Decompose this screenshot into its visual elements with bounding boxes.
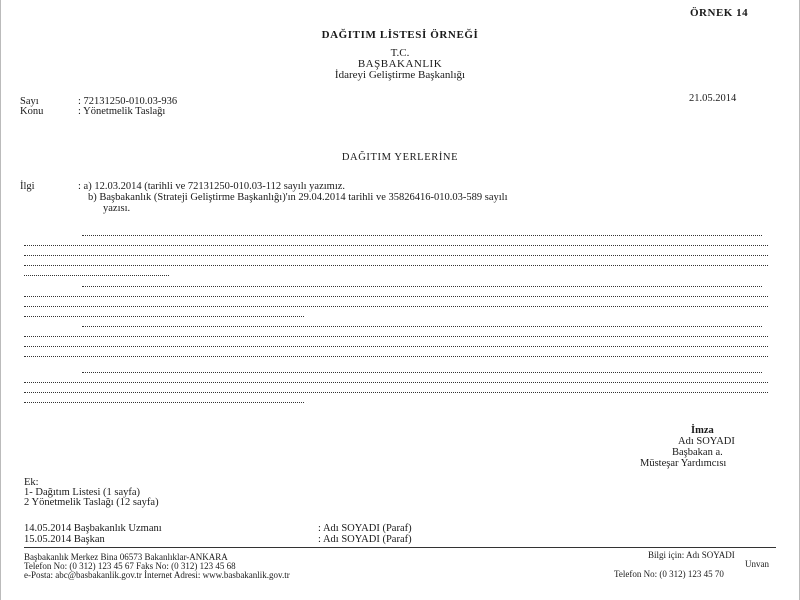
sayi-value: : 72131250-010.03-936	[78, 96, 178, 107]
footer-email: e-Posta: abc@basbakanlik.gov.tr İnternet Adresi: www.basbakanlik.gov.tr	[24, 570, 290, 580]
attachment-item: 2 Yönetmelik Taslağı (12 sayfa)	[24, 497, 159, 508]
body-dotted-line	[24, 392, 768, 393]
footer-phone: Telefon No: (0 312) 123 45 67 Faks No: (0 312) 123 45 68	[24, 561, 236, 571]
header-tc: T.C.	[390, 47, 410, 59]
signatory-name: Adı SOYADI	[678, 436, 735, 447]
initial-right: : Adı SOYADI (Paraf)	[318, 523, 412, 534]
body-dotted-line	[24, 265, 768, 266]
body-dotted-line	[82, 326, 762, 327]
konu-label: Konu	[20, 106, 44, 117]
initial-left: 15.05.2014 Başkan	[24, 534, 105, 545]
body-dotted-line	[82, 286, 762, 287]
body-dotted-line	[24, 296, 768, 297]
signatory-title: Müsteşar Yardımcısı	[640, 458, 727, 469]
body-dotted-line	[24, 402, 304, 403]
initial-right: : Adı SOYADI (Paraf)	[318, 534, 412, 545]
ilgi-item-b-cont: yazısı.	[103, 203, 131, 214]
sayi-label: Sayı	[20, 96, 39, 107]
document-date: 21.05.2014	[689, 93, 737, 104]
signature-imza: İmza	[691, 425, 714, 436]
attachment-item: 1- Dağıtım Listesi (1 sayfa)	[24, 487, 141, 498]
body-dotted-line	[24, 382, 768, 383]
attachments-label: Ek:	[24, 477, 39, 488]
initial-left: 14.05.2014 Başbakanlık Uzmanı	[24, 523, 162, 534]
body-dotted-line	[24, 255, 768, 256]
footer-divider	[24, 547, 776, 548]
ilgi-item-b: b) Başbakanlık (Strateji Geliştirme Başkanlığı)'ın 29.04.2014 tarihli ve 35826416-010.03-589 sayılı	[88, 192, 508, 203]
footer-contact-title: Unvan	[745, 559, 769, 569]
body-dotted-line	[24, 336, 768, 337]
recipient-heading: DAĞITIM YERLERİNE	[341, 152, 459, 163]
signatory-role: Başbakan a.	[672, 447, 723, 458]
footer-contact-phone: Telefon No: (0 312) 123 45 70	[614, 569, 724, 579]
sample-number-label: ÖRNEK 14	[690, 7, 749, 19]
body-dotted-line	[24, 306, 768, 307]
body-dotted-line	[82, 235, 762, 236]
header-institution: BAŞBAKANLIK	[357, 58, 443, 70]
konu-value: : Yönetmelik Taslağı	[78, 106, 166, 117]
body-dotted-line	[24, 316, 304, 317]
footer-info-contact: Bilgi için: Adı SOYADI	[648, 550, 735, 560]
body-dotted-line	[24, 275, 169, 276]
document-title: DAĞITIM LİSTESİ ÖRNEĞİ	[321, 29, 479, 41]
ilgi-label: İlgi	[20, 181, 35, 192]
body-dotted-line	[82, 372, 762, 373]
body-dotted-line	[24, 356, 768, 357]
ilgi-item-a: : a) 12.03.2014 (tarihli ve 72131250-010.03-112 sayılı yazımız.	[78, 181, 346, 192]
body-dotted-line	[24, 346, 768, 347]
footer-address: Başbakanlık Merkez Bina 06573 Bakanlıklar-ANKARA	[24, 552, 228, 562]
body-dotted-line	[24, 245, 768, 246]
header-department: İdareyi Geliştirme Başkanlığı	[334, 69, 466, 81]
